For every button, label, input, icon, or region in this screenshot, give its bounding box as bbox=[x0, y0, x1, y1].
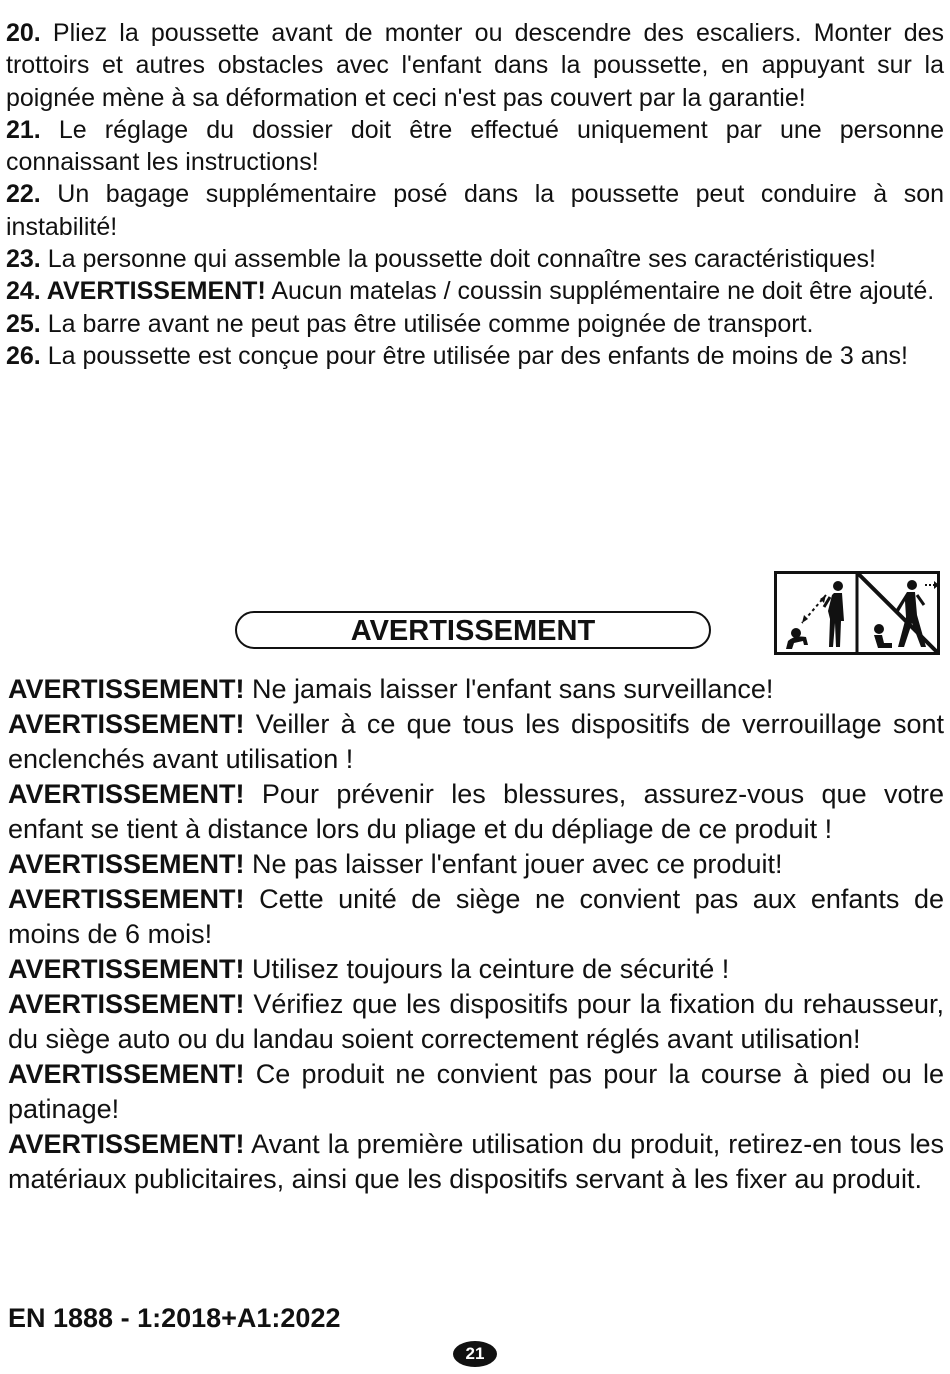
warning-item bbox=[8, 672, 944, 707]
page-number: 21 bbox=[453, 1341, 497, 1367]
instruction-text: Un bagage supplémentaire posé dans la poussette peut conduire à son instabilité! bbox=[6, 180, 944, 241]
warning-item bbox=[8, 847, 944, 882]
instruction-text: Le réglage du dossier doit être effectué uniquement par une personne connaissant les instructions! bbox=[6, 115, 944, 177]
warning-label: AVERTISSEMENT! bbox=[8, 849, 245, 879]
warning-item bbox=[8, 987, 944, 1057]
instruction-text: La barre avant ne peut pas être utilisée comme poignée de transport. bbox=[40, 309, 814, 338]
instruction-item bbox=[6, 308, 944, 340]
warning-text: Vérifiez que les dispositifs pour la fixation du rehausseur, du siège auto ou du landau soient correctement réglés avant utilisation! bbox=[8, 989, 944, 1054]
instruction-item bbox=[6, 114, 944, 179]
warning-item bbox=[8, 707, 944, 777]
instruction-item bbox=[6, 340, 944, 372]
warning-label: AVERTISSEMENT! bbox=[8, 954, 245, 984]
warning-label: AVERTISSEMENT! bbox=[8, 674, 245, 704]
instruction-text: Aucun matelas / coussin supplémentaire ne doit être ajouté. bbox=[265, 277, 935, 306]
instruction-text: La poussette est conçue pour être utilisée par des enfants de moins de 3 ans! bbox=[40, 341, 908, 370]
supervise-child-icon bbox=[774, 571, 940, 655]
standard-reference: EN 1888 - 1:2018+A1:2022 bbox=[8, 1303, 341, 1333]
instruction-text: La personne qui assemble la poussette doit connaître ses caractéristiques! bbox=[40, 245, 876, 274]
instruction-item bbox=[6, 17, 944, 114]
warning-item bbox=[8, 777, 944, 847]
instruction-number: 25. bbox=[6, 309, 41, 338]
instruction-number: 21. bbox=[6, 115, 41, 144]
warning-label: AVERTISSEMENT! bbox=[8, 1129, 245, 1159]
instruction-text: Pliez la poussette avant de monter ou descendre des escaliers. Monter des trottoirs et autres obstacles avec l'enfant dans la poussette, en appuyant sur la poignée mène à sa déformation et ceci n'est pas couvert par la garantie! bbox=[6, 19, 944, 112]
warning-item bbox=[8, 1127, 944, 1197]
warning-label: AVERTISSEMENT! bbox=[8, 884, 245, 914]
instruction-item bbox=[6, 275, 944, 307]
warning-text: Veiller à ce que tous les dispositifs de verrouillage sont enclenchés avant utilisation ! bbox=[8, 709, 944, 774]
warning-item bbox=[8, 1057, 944, 1127]
instruction-item bbox=[6, 243, 944, 275]
warning-item bbox=[8, 952, 944, 987]
warning-item bbox=[8, 882, 944, 952]
warning-label: AVERTISSEMENT! bbox=[8, 779, 245, 809]
instruction-number: 23. bbox=[6, 245, 41, 274]
warning-text: Cette unité de siège ne convient pas aux enfants de moins de 6 mois! bbox=[8, 884, 944, 949]
warning-text: Avant la première utilisation du produit, retirez-en tous les matériaux publicitaires, ainsi que les dispositifs servant à les fixer au produit. bbox=[8, 1129, 944, 1194]
instruction-number: 20. bbox=[6, 19, 41, 47]
instructions-list bbox=[6, 17, 944, 372]
instruction-number: 26. bbox=[6, 341, 41, 370]
warning-text: Ce produit ne convient pas pour la course à pied ou le patinage! bbox=[8, 1059, 944, 1124]
warning-label: AVERTISSEMENT! bbox=[8, 1059, 245, 1089]
warning-banner: AVERTISSEMENT bbox=[235, 611, 711, 649]
instruction-item bbox=[6, 178, 944, 243]
warnings-list bbox=[8, 672, 944, 1197]
warning-text: Ne jamais laisser l'enfant sans surveillance! bbox=[244, 674, 774, 704]
warning-text: Ne pas laisser l'enfant jouer avec ce produit! bbox=[244, 849, 783, 879]
warning-label: AVERTISSEMENT! bbox=[8, 709, 245, 739]
warning-text: Utilisez toujours la ceinture de sécurité ! bbox=[244, 954, 730, 984]
instruction-number: 22. bbox=[6, 180, 41, 209]
instruction-number: 24. AVERTISSEMENT! bbox=[6, 277, 266, 306]
warning-text: Pour prévenir les blessures, assurez-vous que votre enfant se tient à distance lors du pliage et du dépliage de ce produit ! bbox=[8, 779, 944, 844]
warning-label: AVERTISSEMENT! bbox=[8, 989, 245, 1019]
